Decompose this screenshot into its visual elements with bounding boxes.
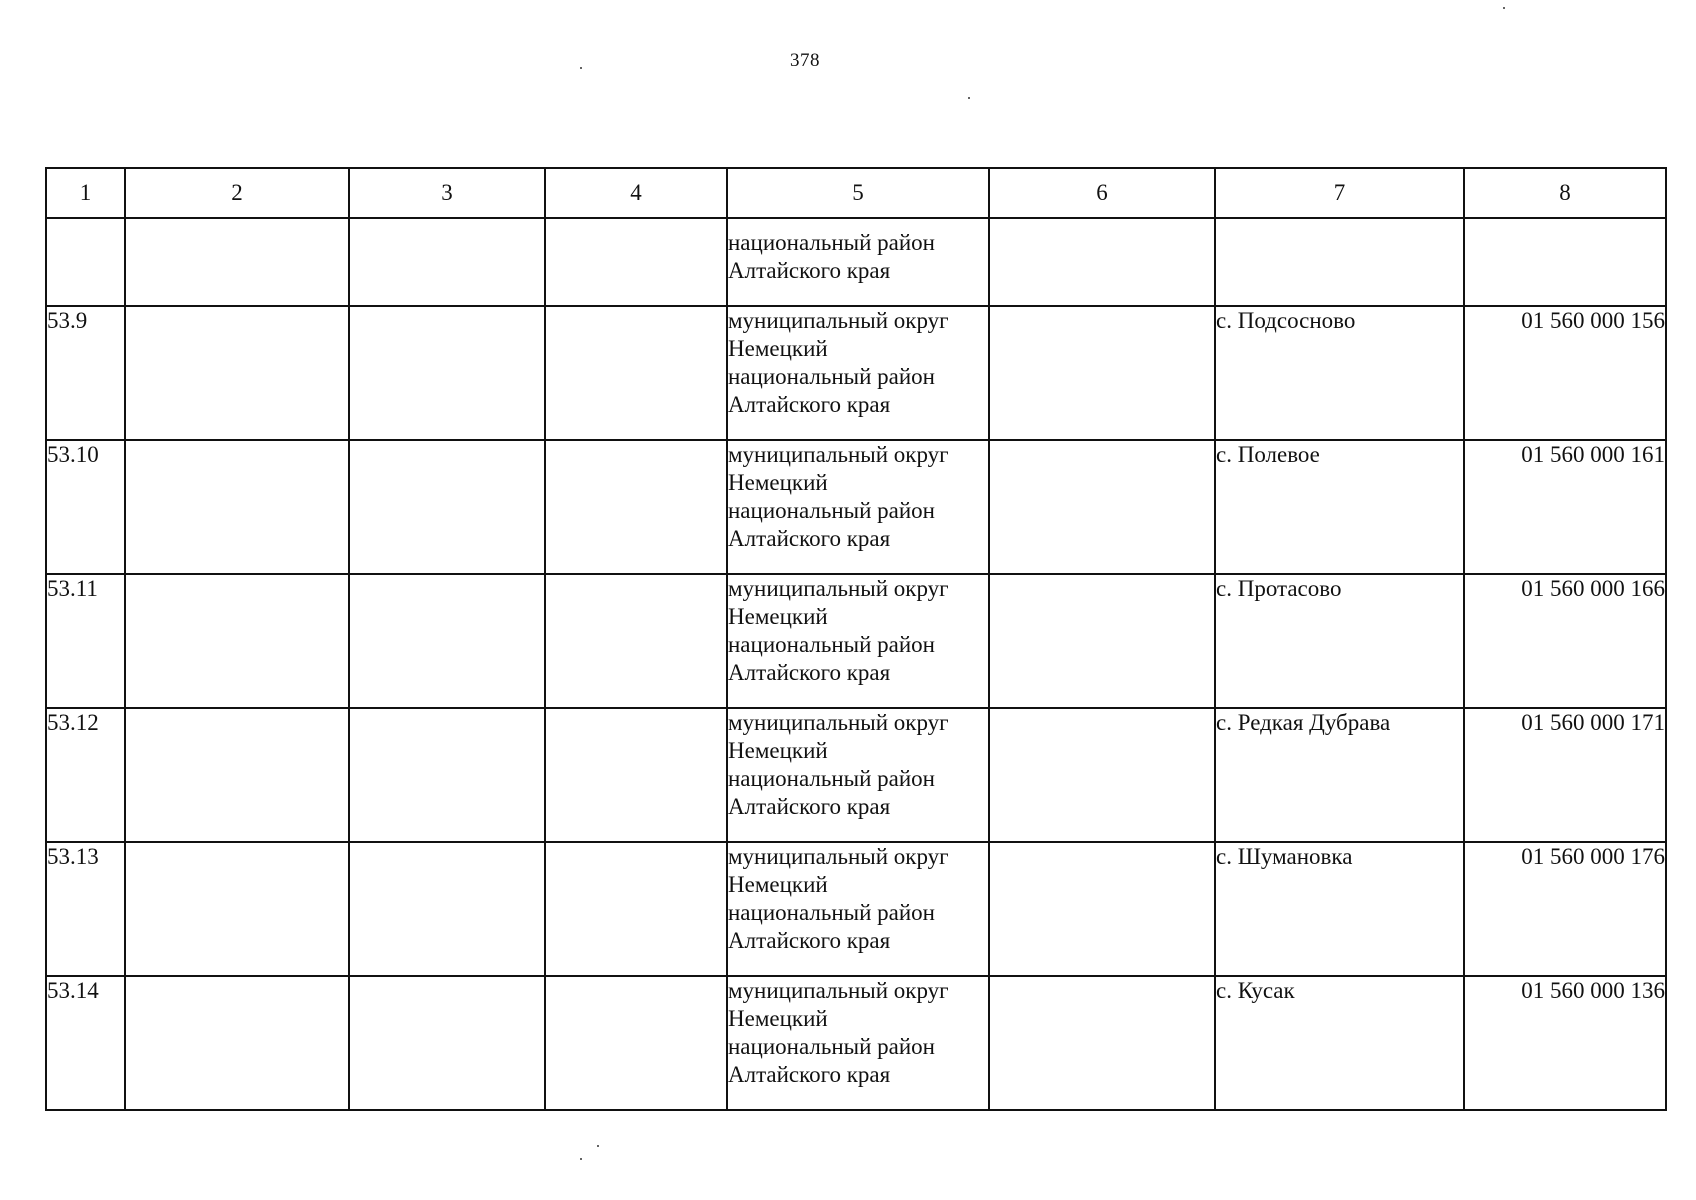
cell-empty (125, 842, 349, 976)
municipality-line: Немецкий (728, 738, 828, 763)
municipality-line: национальный район (728, 364, 935, 389)
cell-empty (989, 574, 1215, 708)
column-header: 2 (125, 168, 349, 218)
cell-empty (1215, 218, 1464, 306)
cell-empty (349, 976, 545, 1110)
column-header: 1 (46, 168, 125, 218)
cell-empty (989, 306, 1215, 440)
scan-speck (1503, 7, 1505, 9)
municipality-line: Немецкий (728, 872, 828, 897)
municipality-line: Алтайского края (728, 526, 891, 551)
municipality-line: муниципальный округ (728, 978, 949, 1003)
municipality-line: муниципальный округ (728, 844, 949, 869)
cell-empty (349, 842, 545, 976)
cell-empty (1464, 218, 1666, 306)
municipality-line: Немецкий (728, 470, 828, 495)
cell-empty (989, 708, 1215, 842)
cell-code: 01 560 000 176 (1464, 842, 1666, 976)
column-header: 8 (1464, 168, 1666, 218)
cell-empty (545, 218, 727, 306)
table-row-continuation (46, 218, 1666, 306)
municipality-line: Алтайского края (728, 392, 891, 417)
cell-empty (349, 306, 545, 440)
cell-number (46, 218, 125, 306)
cell-empty (125, 976, 349, 1110)
cell-empty (545, 306, 727, 440)
cell-empty (125, 306, 349, 440)
cell-settlement: с. Кусак (1215, 976, 1464, 1110)
scan-speck (597, 1145, 599, 1147)
municipality-line: Немецкий (728, 1006, 828, 1031)
cell-code: 01 560 000 156 (1464, 306, 1666, 440)
cell-number: 53.10 (46, 440, 125, 574)
cell-empty (125, 708, 349, 842)
cell-empty (989, 842, 1215, 976)
municipality-line: Алтайского края (728, 660, 891, 685)
cell-number: 53.14 (46, 976, 125, 1110)
scan-speck (580, 1158, 582, 1160)
cell-empty (125, 440, 349, 574)
cell-number: 53.9 (46, 306, 125, 440)
cell-settlement: с. Подсосново (1215, 306, 1464, 440)
cell-settlement: с. Редкая Дубрава (1215, 708, 1464, 842)
municipality-line: Алтайского края (728, 1062, 891, 1087)
cell-empty (545, 440, 727, 574)
cell-empty (545, 976, 727, 1110)
municipality-line: Немецкий (728, 336, 828, 361)
cell-code: 01 560 000 171 (1464, 708, 1666, 842)
cell-municipality (727, 440, 989, 574)
cell-municipality (727, 708, 989, 842)
table-row (46, 842, 1666, 976)
cell-code: 01 560 000 161 (1464, 440, 1666, 574)
municipality-line: Алтайского края (728, 794, 891, 819)
cell-settlement: с. Полевое (1215, 440, 1464, 574)
cell-empty (349, 574, 545, 708)
scan-speck (968, 97, 970, 99)
municipality-line: национальный район (728, 766, 935, 791)
column-header: 5 (727, 168, 989, 218)
cell-empty (349, 218, 545, 306)
cell-empty (349, 708, 545, 842)
municipality-line: муниципальный округ (728, 576, 949, 601)
municipality-line: Алтайского края (728, 258, 891, 283)
table-row (46, 440, 1666, 574)
table-row (46, 306, 1666, 440)
municipality-line: муниципальный округ (728, 710, 949, 735)
cell-municipality (727, 842, 989, 976)
cell-empty (989, 976, 1215, 1110)
column-header: 3 (349, 168, 545, 218)
cell-empty (545, 708, 727, 842)
cell-code: 01 560 000 136 (1464, 976, 1666, 1110)
cell-settlement: с. Шумановка (1215, 842, 1464, 976)
cell-empty (125, 218, 349, 306)
cell-code: 01 560 000 166 (1464, 574, 1666, 708)
municipality-line: национальный район (728, 498, 935, 523)
column-header: 4 (545, 168, 727, 218)
header-row (46, 168, 1666, 218)
register-table (45, 167, 1667, 1111)
cell-number: 53.13 (46, 842, 125, 976)
cell-empty (125, 574, 349, 708)
cell-empty (989, 218, 1215, 306)
table-row (46, 976, 1666, 1110)
table-row (46, 708, 1666, 842)
scan-speck (580, 67, 582, 69)
cell-empty (989, 440, 1215, 574)
table-row (46, 574, 1666, 708)
municipality-line: национальный район (728, 900, 935, 925)
column-header: 6 (989, 168, 1215, 218)
cell-municipality (727, 218, 989, 306)
cell-number: 53.11 (46, 574, 125, 708)
municipality-line: муниципальный округ (728, 442, 949, 467)
cell-number: 53.12 (46, 708, 125, 842)
cell-empty (545, 842, 727, 976)
municipality-line: национальный район (728, 1034, 935, 1059)
column-header: 7 (1215, 168, 1464, 218)
cell-settlement: с. Протасово (1215, 574, 1464, 708)
cell-municipality (727, 976, 989, 1110)
cell-empty (545, 574, 727, 708)
municipality-line: национальный район (728, 632, 935, 657)
municipality-line: национальный район (728, 230, 935, 255)
municipality-line: Алтайского края (728, 928, 891, 953)
page-number: 378 (790, 50, 820, 71)
cell-municipality (727, 574, 989, 708)
municipality-line: муниципальный округ (728, 308, 949, 333)
cell-empty (349, 440, 545, 574)
municipality-line: Немецкий (728, 604, 828, 629)
cell-municipality (727, 306, 989, 440)
